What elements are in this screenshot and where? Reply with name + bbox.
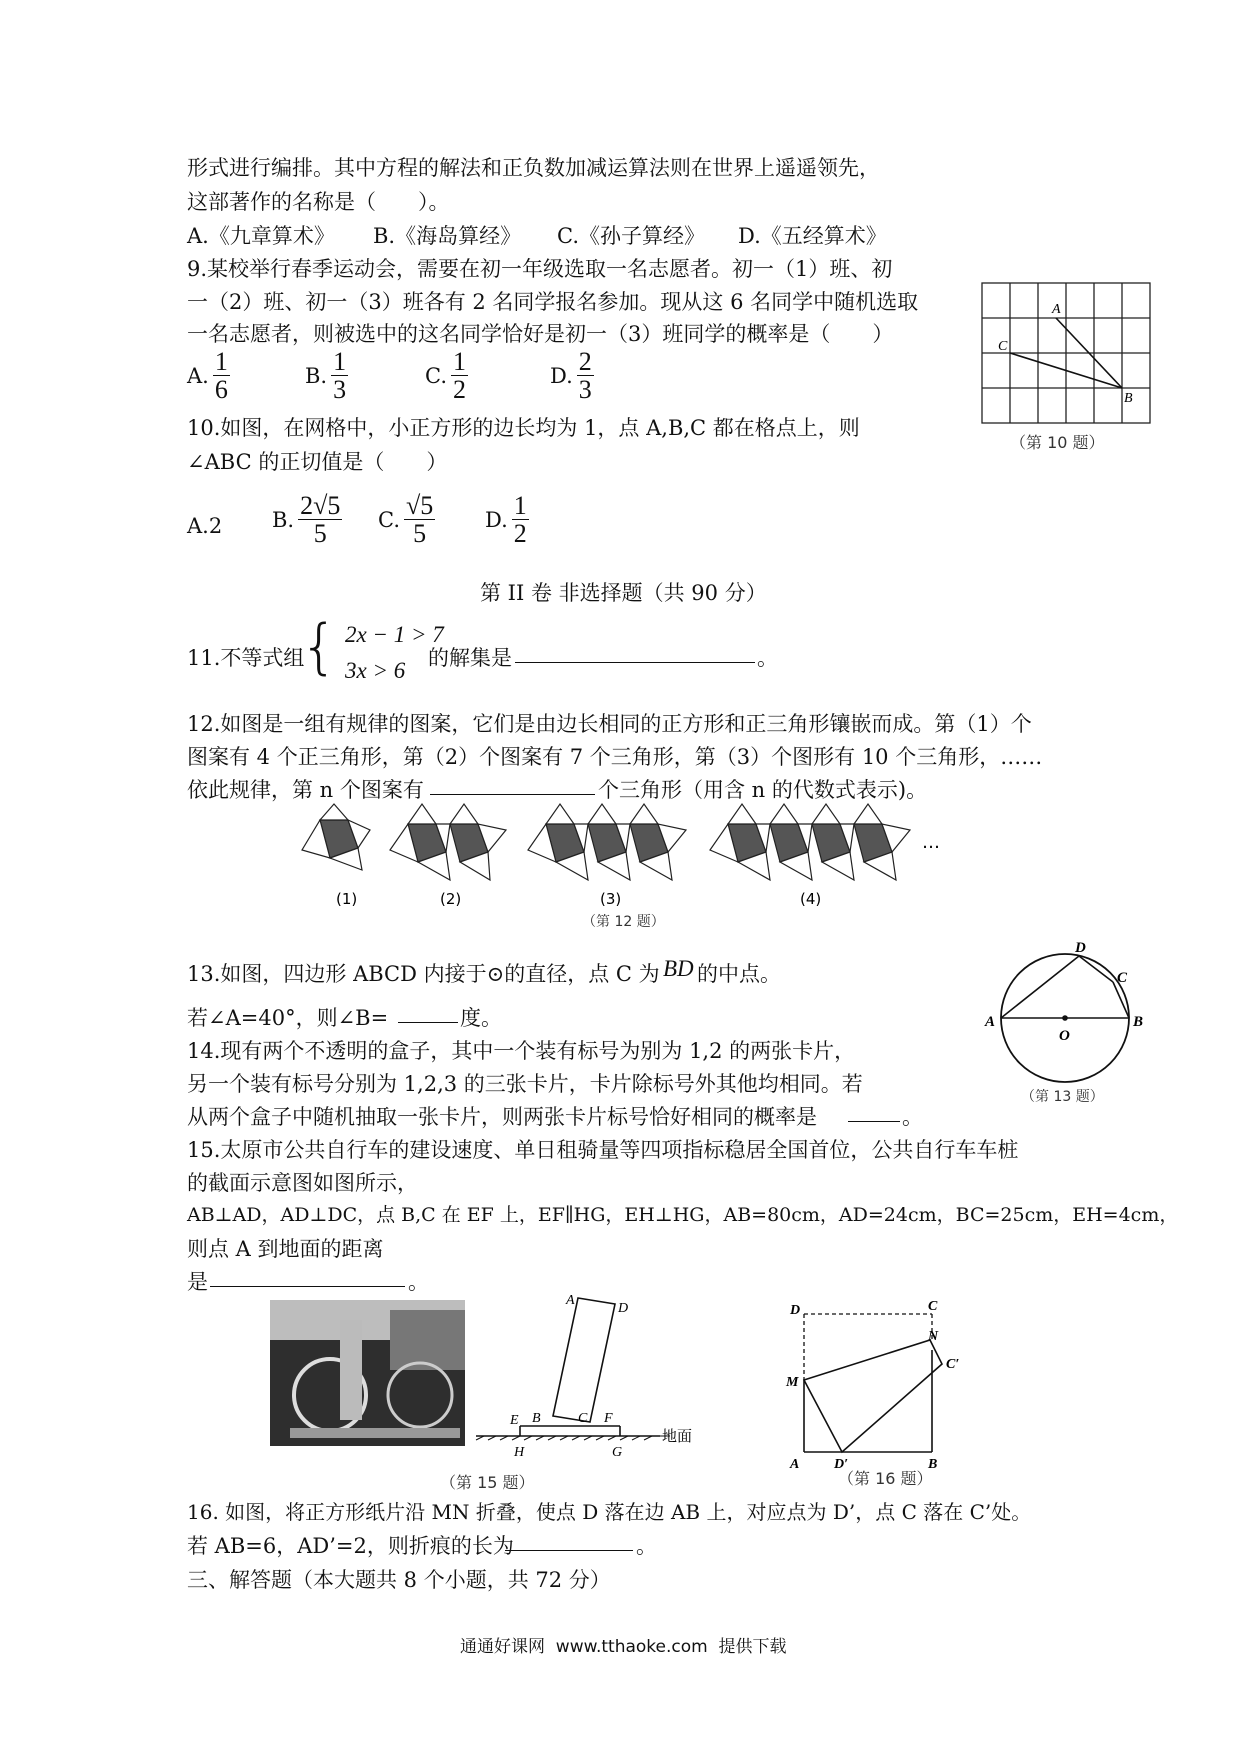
- fraction: $\frac{2√5}{5}$: [300, 491, 341, 549]
- label-c-prime: C′: [946, 1357, 960, 1372]
- label-d: D: [618, 1301, 629, 1316]
- ground-label: 地面: [662, 1427, 693, 1445]
- q10-option-b: B. $\frac{2√5}{5}$: [272, 491, 341, 549]
- pattern-label-3: (3): [600, 890, 622, 908]
- q11-suffix: 的解集是: [428, 646, 512, 670]
- q10-caption: （第 10 题）: [1010, 433, 1105, 452]
- q13-line1b: 的中点。: [697, 962, 781, 986]
- label-c: C: [928, 1300, 938, 1314]
- label-e: E: [510, 1413, 519, 1428]
- q9-option-b: [305, 348, 348, 404]
- label-c: C: [578, 1411, 588, 1426]
- q14-answer-blank[interactable]: [848, 1099, 900, 1122]
- q10-option-a: A.2: [187, 514, 223, 538]
- q14-line3a: 从两个盒子中随机抽取一张卡片，则两张卡片标号恰好相同的概率是: [187, 1105, 817, 1129]
- q10-line1: 10.如图，在网格中，小正方形的边长均为 1，点 A,B,C 都在格点上，则: [187, 416, 860, 440]
- label-g: G: [612, 1445, 623, 1460]
- label-a: A: [566, 1293, 575, 1308]
- label-c: C: [998, 339, 1008, 354]
- bike-stand-diagram: [470, 1290, 700, 1465]
- q15-line5b: 。: [408, 1270, 429, 1294]
- q15-answer-blank[interactable]: [210, 1264, 405, 1287]
- label-b: B: [1133, 1014, 1144, 1030]
- label-a: A: [985, 1014, 996, 1030]
- bicycle-photo: [270, 1300, 465, 1446]
- q10-option-d: D. $\frac{1}{2}$: [485, 491, 527, 549]
- q8-option-d: D.《五经算术》: [738, 224, 887, 248]
- q14-line2: 另一个装有标号分别为 1,2,3 的三张卡片，卡片除标号外其他均相同。若: [187, 1072, 863, 1096]
- q9-option-c: [425, 348, 468, 404]
- q15-line1: 15.太原市公共自行车的建设速度、单日租骑量等四项指标稳居全国首位，公共自行车车桩: [187, 1138, 1019, 1162]
- q11-inequality-2: 3x > 6: [345, 658, 406, 683]
- fraction: $\frac{2}{3}$: [578, 347, 592, 405]
- label-o: O: [1059, 1028, 1070, 1044]
- q16-line2b: 。: [636, 1534, 657, 1558]
- section-2-heading: 第 II 卷 非选择题（共 90 分）: [480, 581, 767, 605]
- q9-option-a: [187, 348, 230, 404]
- label-n: N: [928, 1329, 939, 1344]
- label-d-prime: D′: [834, 1457, 849, 1470]
- q10-line2: ∠ABC 的正切值是（ ）: [187, 450, 448, 474]
- label-b: B: [1124, 391, 1133, 406]
- q14-line3b: 。: [902, 1105, 923, 1129]
- q11-end: 。: [757, 646, 778, 670]
- q13-answer-blank[interactable]: [398, 1000, 458, 1023]
- q12-line3a: 依此规律，第 n 个图案有: [187, 778, 424, 802]
- label-c: C: [1117, 970, 1128, 986]
- q13-line2a: 若∠A=40°，则∠B=: [187, 1006, 389, 1030]
- q16-fold-figure: [782, 1300, 982, 1470]
- q12-line1: 12.如图是一组有规律的图案，它们是由边长相同的正方形和正三角形镶嵌而成。第（1）个: [187, 712, 1032, 736]
- q14-line1: 14.现有两个不透明的盒子，其中一个装有标号为别为 1,2 的两张卡片，: [187, 1039, 856, 1063]
- q15-line4: 则点 A 到地面的距离: [187, 1237, 384, 1261]
- q8-option-c: C.《孙子算经》: [557, 224, 705, 248]
- label-a: A: [790, 1457, 800, 1470]
- q13-line1a: 13.如图，四边形 ABCD 内接于⊙的直径，点 C 为: [187, 962, 660, 986]
- fraction: $\frac{1}{6}$: [214, 347, 228, 405]
- q15-caption: （第 15 题）: [440, 1473, 535, 1492]
- label-h: H: [514, 1445, 525, 1460]
- bicycle-photo-sketch: [270, 1300, 465, 1446]
- q11-brace: {: [300, 612, 339, 682]
- fraction: $\frac{1}{2}$: [513, 491, 527, 549]
- label-d: D: [790, 1303, 801, 1318]
- option-label: B.: [305, 363, 328, 388]
- q8-option-b: B.《海岛算经》: [373, 224, 522, 248]
- q13-caption: （第 13 题）: [1021, 1089, 1104, 1105]
- q11-prefix: 11.不等式组: [187, 646, 305, 670]
- tessellation-diagram: [300, 800, 940, 940]
- q9-line1: 9.某校举行春季运动会，需要在初一年级选取一名志愿者。初一（1）班、初: [187, 257, 893, 281]
- fraction: $\frac{1}{2}$: [453, 347, 466, 405]
- q12-line3b: 个三角形（用含 n 的代数式表示)。: [598, 778, 928, 802]
- q9-option-d: [550, 348, 594, 404]
- q8-line2: 这部著作的名称是（ ）。: [187, 190, 450, 214]
- pattern-label-2: (2): [440, 890, 462, 908]
- q8-line1: 形式进行编排。其中方程的解法和正负数加减运算法则在世界上遥遥领先，: [187, 156, 880, 180]
- q15-line5a: 是: [187, 1270, 208, 1294]
- q15-bike-stand-figure: [470, 1290, 700, 1465]
- label-d: D: [1075, 940, 1086, 956]
- label-m: M: [786, 1375, 799, 1390]
- q16-caption: （第 16 题）: [838, 1469, 933, 1488]
- option-label: C.: [425, 363, 447, 388]
- pattern-label-1: (1): [336, 890, 358, 908]
- label-b: B: [532, 1411, 541, 1426]
- q12-answer-blank[interactable]: [430, 772, 595, 795]
- q15-line3: AB⊥AD，AD⊥DC，点 B,C 在 EF 上，EF∥HG，EH⊥HG，AB=80cm，AD=24cm，BC=25cm，EH=4cm，: [187, 1204, 1179, 1226]
- q9-line3: 一名志愿者，则被选中的这名同学恰好是初一（3）班同学的概率是（ ）: [187, 322, 894, 346]
- q11-inequality-1: 2x − 1 > 7: [345, 622, 444, 647]
- q12-caption: （第 12 题）: [582, 914, 665, 930]
- q16-line2a: 若 AB=6，AD’=2，则折痕的长为: [187, 1534, 514, 1558]
- square-fold-diagram: [782, 1300, 982, 1470]
- pattern-ellipsis: …: [922, 832, 940, 853]
- q12-pattern-figure: [300, 800, 940, 940]
- q15-line2: 的截面示意图如图所示，: [187, 1171, 418, 1195]
- fraction: $\frac{1}{3}$: [333, 347, 347, 405]
- q8-option-a: A.《九章算术》: [187, 224, 335, 248]
- label-a: A: [1052, 302, 1061, 317]
- q13-circle-figure: [975, 938, 1155, 1108]
- q9-line2: 一（2）班、初一（3）班各有 2 名同学报名参加。现从这 6 名同学中随机选取: [187, 290, 919, 314]
- q12-line2: 图案有 4 个正三角形，第（2）个图案有 7 个三角形，第（3）个图形有 10 个三角形，……: [187, 745, 1043, 769]
- section-3-heading: 三、解答题（本大题共 8 个小题，共 72 分）: [187, 1568, 611, 1592]
- q16-answer-blank[interactable]: [505, 1528, 633, 1551]
- fraction: $\frac{√5}{5}$: [406, 491, 434, 549]
- option-label: D.: [550, 363, 573, 388]
- label-f: F: [604, 1411, 613, 1426]
- option-label: A.: [187, 363, 209, 388]
- q13-line2b: 度。: [460, 1006, 502, 1030]
- circle-diagram: [975, 938, 1155, 1108]
- q13-arc-bd: BD: [663, 956, 694, 981]
- q11-answer-blank[interactable]: [515, 640, 755, 663]
- q10-option-c: C. $\frac{√5}{5}$: [378, 491, 434, 549]
- page-footer: 通通好课网 www.tthaoke.com 提供下载: [460, 1637, 787, 1657]
- label-b: B: [928, 1457, 938, 1470]
- q16-line1: 16. 如图，将正方形纸片沿 MN 折叠，使点 D 落在边 AB 上，对应点为 D’，点 C 落在 C’处。: [187, 1500, 1032, 1524]
- pattern-label-4: (4): [800, 890, 822, 908]
